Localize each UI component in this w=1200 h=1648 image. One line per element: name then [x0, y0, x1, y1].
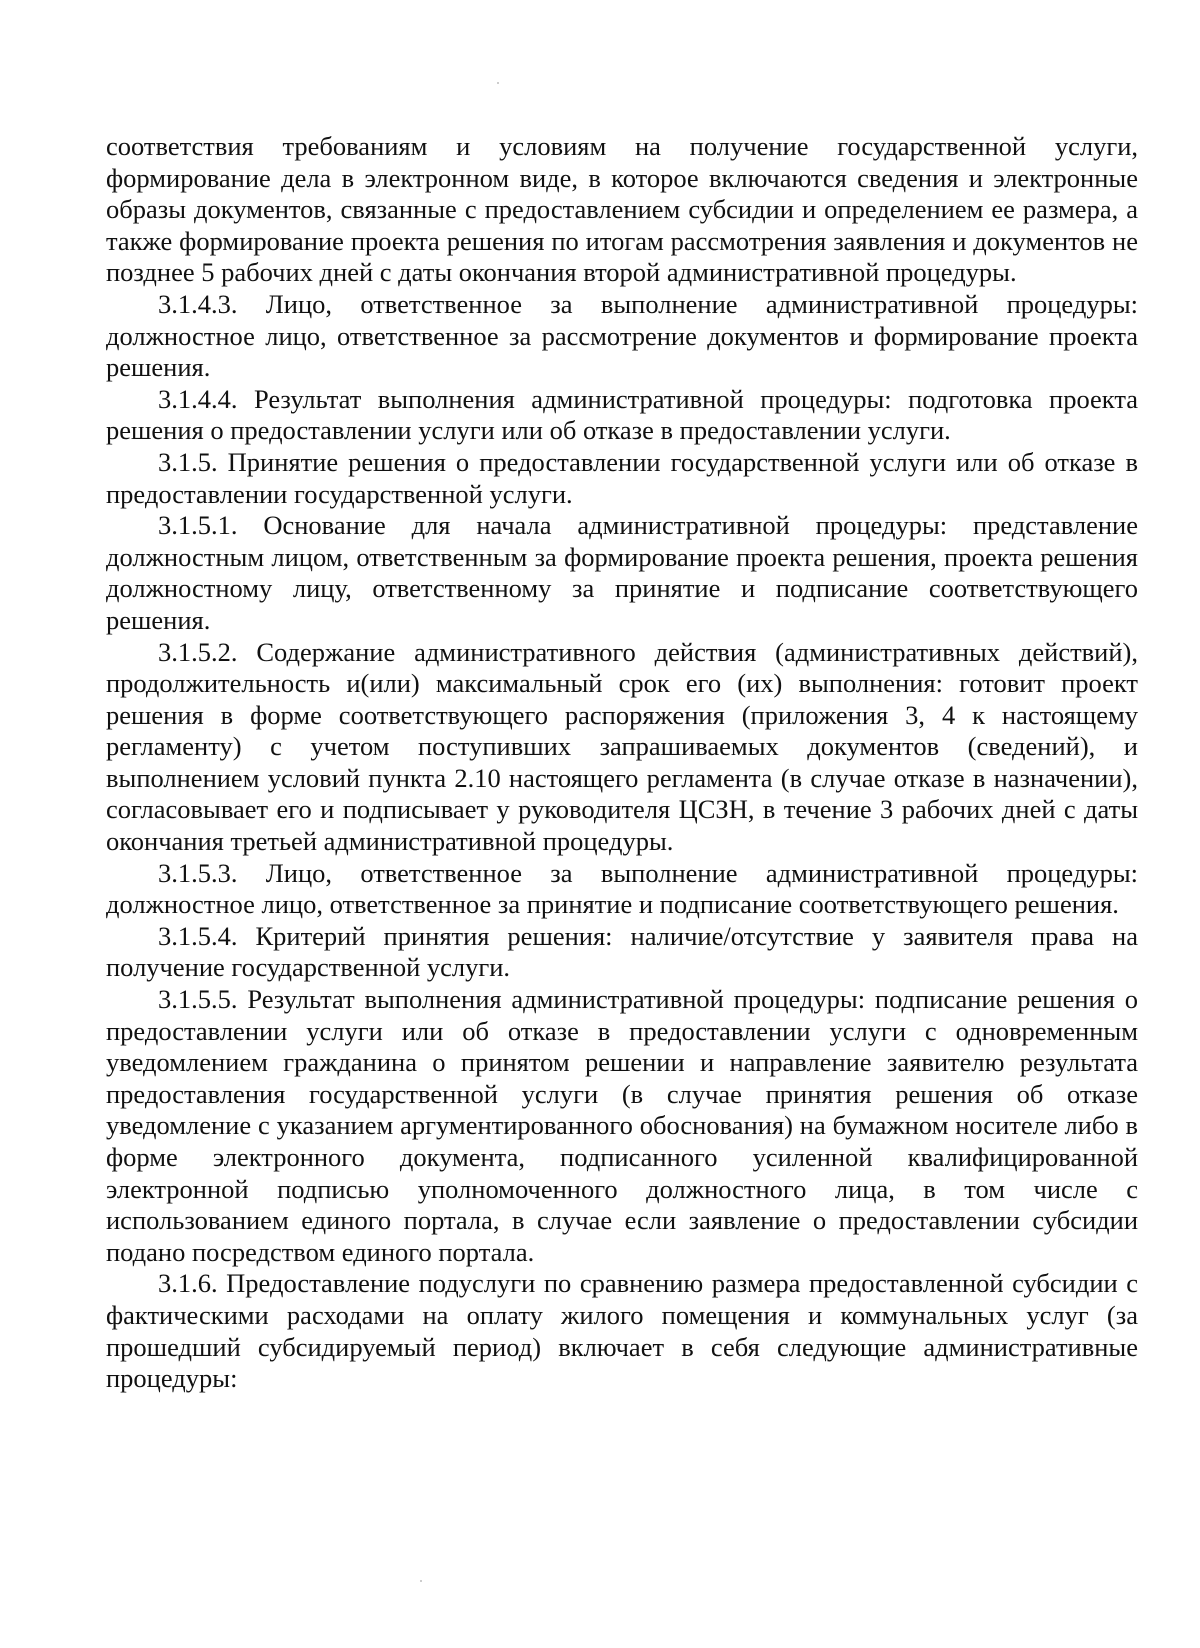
- paragraph-3-1-5-3: 3.1.5.3. Лицо, ответственное за выполнение административной процедуры: должностное лицо, ответственное за принятие и подписание соответствующего решения.: [106, 857, 1138, 920]
- paragraph-3-1-4-3: 3.1.4.3. Лицо, ответственное за выполнение административной процедуры: должностное лицо, ответственное за рассмотрение документов и формирование проекта решения.: [106, 288, 1138, 383]
- paragraph-3-1-6: 3.1.6. Предоставление подуслуги по сравнению размера предоставленной субсидии с фактическими расходами на оплату жилого помещения и коммунальных услуг (за прошедший субсидируемый период) включает в себя следующие административные процедуры:: [106, 1268, 1138, 1394]
- paragraph-3-1-5: 3.1.5. Принятие решения о предоставлении государственной услуги или об отказе в предоставлении государственной услуги.: [106, 446, 1138, 509]
- document-body: [106, 131, 1138, 1395]
- paragraph-3-1-5-4: 3.1.5.4. Критерий принятия решения: наличие/отсутствие у заявителя права на получение государственной услуги.: [106, 920, 1138, 983]
- scan-speck: [497, 82, 499, 84]
- paragraph-3-1-5-1: 3.1.5.1. Основание для начала административной процедуры: представление должностным лицом, ответственным за формирование проекта решения, проекта решения должностному лицу, ответственному за принятие и подписание соответствующего решения.: [106, 510, 1138, 635]
- scan-speck: [420, 1580, 422, 1582]
- paragraph-3-1-5-5: 3.1.5.5. Результат выполнения административной процедуры: подписание решения о предоставлении услуги или об отказе в предоставлении услуги с одновременным уведомлением гражданина о принятом решении и направление заявителю результата предоставления государственной услуги (в случае принятия решения об отказе уведомление с указанием аргументированного обоснования) на бумажном носителе либо в форме электронного документа, подписанного усиленной квалифицированной электронной подписью уполномоченного должностного лица, в том числе с использованием единого портала, в случае если заявление о предоставлении субсидии подано посредством единого портала.: [106, 984, 1138, 1267]
- paragraph-3-1-5-2: 3.1.5.2. Содержание административного действия (административных действий), продолжительность и(или) максимальный срок его (их) выполнения: готовит проект решения в форме соответствующего распоряжения (приложения 3, 4 к настоящему регламенту) с учетом поступивших запрашиваемых документов (сведений), и выполнением условий пункта 2.10 настоящего регламента (в случае отказе в назначении), согласовывает его и подписывает у руководителя ЦСЗН, в течение 3 рабочих дней с даты окончания третьей административной процедуры.: [106, 636, 1138, 857]
- paragraph-continuation: соответствия требованиям и условиям на получение государственной услуги, формирование дела в электронном виде, в которое включаются сведения и электронные образы документов, связанные с предоставлением субсидии и определением ее размера, а также формирование проекта решения по итогам рассмотрения заявления и документов не позднее 5 рабочих дней с даты окончания второй административной процедуры.: [106, 131, 1138, 288]
- paragraph-3-1-4-4: 3.1.4.4. Результат выполнения административной процедуры: подготовка проекта решения о предоставлении услуги или об отказе в предоставлении услуги.: [106, 383, 1138, 446]
